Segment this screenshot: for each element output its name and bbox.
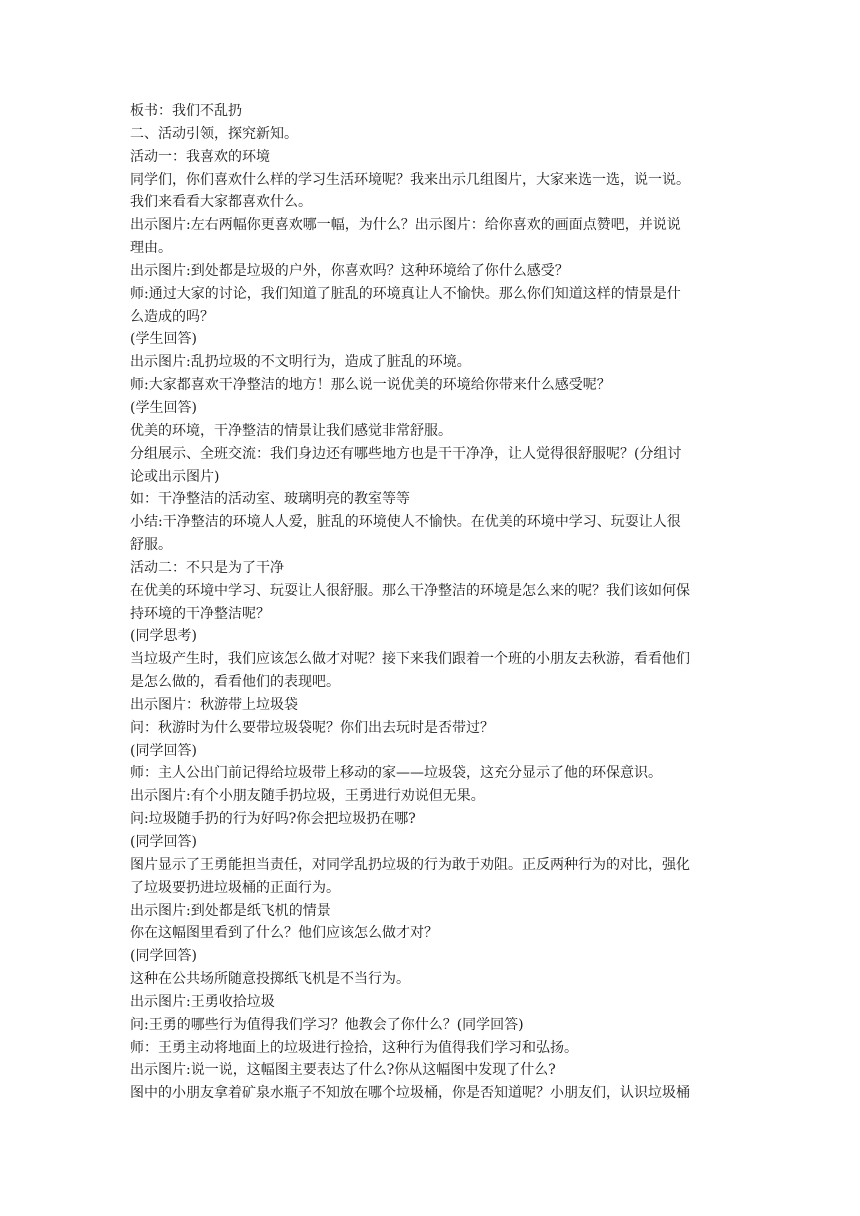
text-line: 出示图片:乱扔垃圾的不文明行为，造成了脏乱的环境。 [130, 354, 471, 371]
text-line: 优美的环境，干净整洁的情景让我们感觉非常舒服。 [130, 422, 452, 439]
text-line: 舒服。 [130, 537, 172, 554]
text-line: 我们来看看大家都喜欢什么。 [130, 194, 312, 211]
text-line: (同学回答) [130, 834, 197, 850]
text-line: 出示图片:王勇收拾垃圾 [130, 993, 275, 1010]
text-line: 是怎么做的，看看他们的表现吧。 [130, 674, 340, 691]
text-line: 师:大家都喜欢干净整洁的地方！那么说一说优美的环境给你带来什么感受呢？ [130, 377, 611, 394]
text-line: 问:垃圾随手扔的行为好吗?你会把垃圾扔在哪? [130, 811, 416, 828]
text-line: 出示图片:左右两幅你更喜欢哪一幅，为什么？出示图片：给你喜欢的画面点赞吧，并说说 [130, 217, 681, 234]
text-line: 图中的小朋友拿着矿泉水瓶子不知放在哪个垃圾桶，你是否知道呢？小朋友们，认识垃圾桶 [130, 1085, 690, 1102]
text-line: (同学回答) [130, 948, 197, 965]
text-line: 理由。 [130, 240, 172, 257]
text-line: 出示图片:有个小朋友随手扔垃圾，王勇进行劝说但无果。 [130, 788, 485, 805]
text-line: 如：干净整洁的活动室、玻璃明亮的教室等等 [130, 491, 410, 508]
document-body [130, 100, 730, 1105]
text-line: 问:王勇的哪些行为值得我们学习？他教会了你什么？(同学回答) [130, 1016, 524, 1033]
text-line: 持环境的干净整洁呢？ [130, 605, 270, 622]
text-line: (学生回答) [130, 399, 197, 416]
text-line: 你在这幅图里看到了什么？他们应该怎么做才对？ [130, 925, 438, 942]
text-line: (同学思考) [130, 628, 197, 645]
text-line: 在优美的环境中学习、玩耍让人很舒服。那么干净整洁的环境是怎么来的呢？我们该如何保 [130, 582, 690, 599]
text-line: 板书：我们不乱扔 [130, 103, 242, 119]
text-line: 这种在公共场所随意投掷纸飞机是不当行为。 [130, 971, 410, 988]
text-line: 出示图片:到处都是纸飞机的情景 [130, 902, 331, 919]
text-line: 论或出示图片) [130, 468, 220, 485]
text-line: 师：主人公出门前记得给垃圾带上移动的家——垃圾袋，这充分显示了他的环保意识。 [130, 765, 662, 782]
text-line: 问：秋游时为什么要带垃圾袋呢？你们出去玩时是否带过？ [130, 719, 494, 736]
text-line: 了垃圾要扔进垃圾桶的正面行为。 [130, 879, 340, 896]
text-line: 同学们，你们喜欢什么样的学习生活环境呢？我来出示几组图片，大家来选一选，说一说。 [130, 171, 690, 188]
text-line: 出示图片：秋游带上垃圾袋 [130, 696, 298, 713]
text-line: 师：王勇主动将地面上的垃圾进行捡拾，这种行为值得我们学习和弘扬。 [130, 1039, 578, 1056]
text-line: (同学回答) [130, 742, 197, 759]
text-line: 分组展示、全班交流：我们身边还有哪些地方也是干干净净，让人觉得很舒服呢？(分组讨 [130, 445, 682, 462]
text-line: 活动一：我喜欢的环境 [130, 148, 270, 165]
text-line: 二、活动引领，探究新知。 [130, 125, 298, 142]
text-line: 出示图片:说一说，这幅图主要表达了什么?你从这幅图中发现了什么? [130, 1062, 556, 1079]
text-line: 图片显示了王勇能担当责任，对同学乱扔垃圾的行为敢于劝阻。正反两种行为的对比，强化 [130, 856, 690, 873]
text-line: 出示图片:到处都是垃圾的户外，你喜欢吗？这种环境给了你什么感受？ [130, 262, 569, 279]
text-line: 小结:干净整洁的环境人人爱，脏乱的环境使人不愉快。在优美的环境中学习、玩耍让人很 [130, 514, 681, 531]
text-line: 活动二：不只是为了干净 [130, 559, 284, 576]
text-line: 师:通过大家的讨论，我们知道了脏乱的环境真让人不愉快。那么你们知道这样的情景是什 [130, 285, 681, 302]
text-line: 当垃圾产生时，我们应该怎么做才对呢？接下来我们跟着一个班的小朋友去秋游，看看他们 [130, 651, 690, 668]
text-line: 么造成的吗？ [130, 308, 214, 325]
text-line: (学生回答) [130, 331, 197, 348]
